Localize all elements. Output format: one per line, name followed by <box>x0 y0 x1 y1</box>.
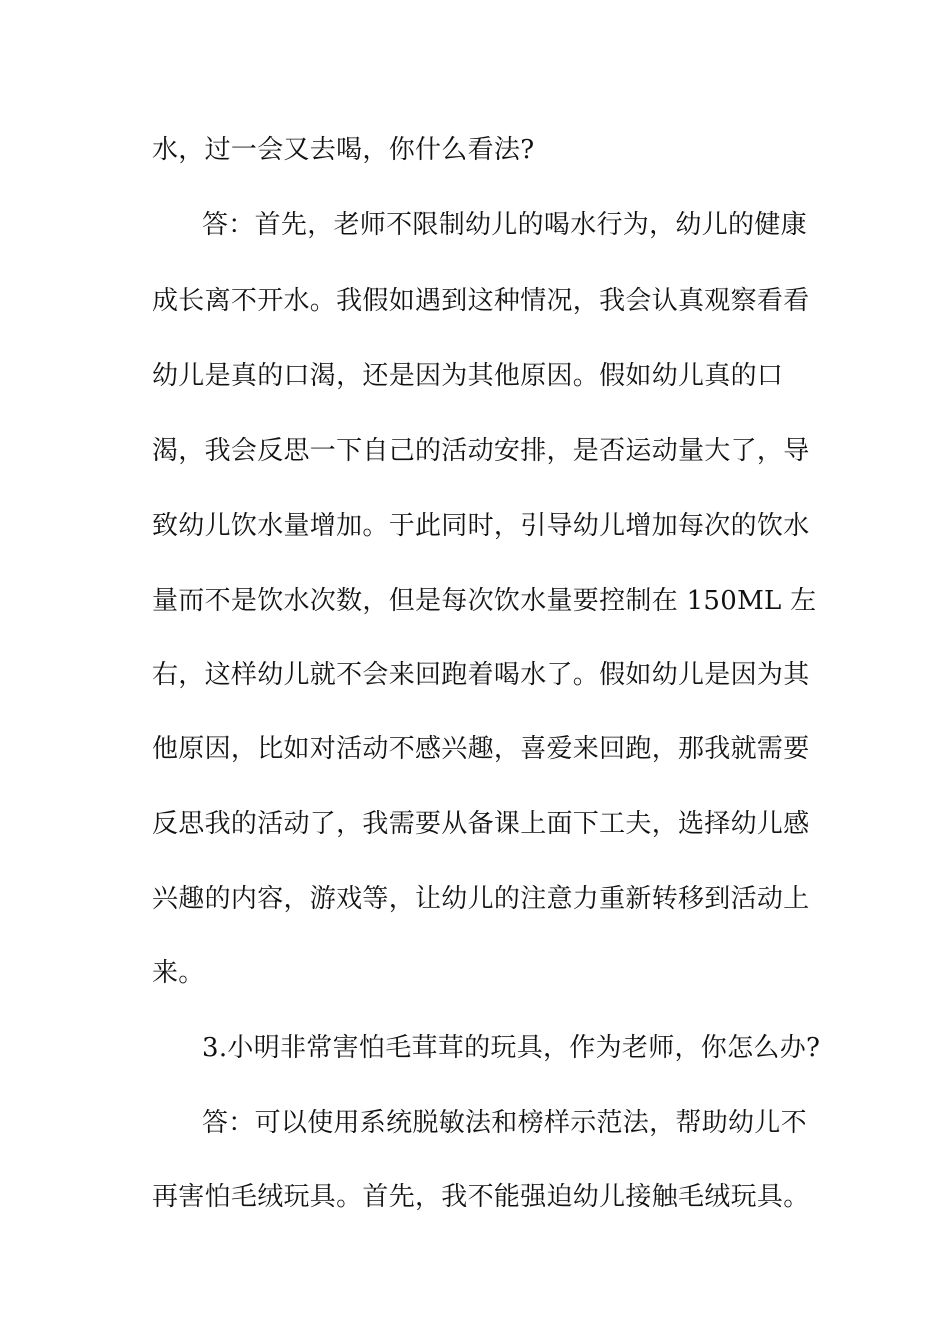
text-line: 答：首先，老师不限制幼儿的喝水行为，幼儿的健康 <box>202 210 807 240</box>
text-line: 右，这样幼儿就不会来回跑着喝水了。假如幼儿是因为其 <box>152 660 810 690</box>
text-line: 水，过一会又去喝，你什么看法? <box>152 135 535 165</box>
text-line: 成长离不开水。我假如遇到这种情况，我会认真观察看看 <box>152 286 810 316</box>
text-line: 他原因，比如对活动不感兴趣，喜爱来回跑，那我就需要 <box>152 734 810 764</box>
text-line: 反思我的活动了，我需要从备课上面下工夫，选择幼儿感 <box>152 809 810 839</box>
text-line: 再害怕毛绒玩具。首先，我不能强迫幼儿接触毛绒玩具。 <box>152 1182 810 1212</box>
text-line: 量而不是饮水次数，但是每次饮水量要控制在 150ML 左 <box>152 586 817 616</box>
text-line: 来。 <box>152 958 205 988</box>
text-line: 兴趣的内容，游戏等，让幼儿的注意力重新转移到活动上 <box>152 884 810 914</box>
text-line: 致幼儿饮水量增加。于此同时，引导幼儿增加每次的饮水 <box>152 511 810 541</box>
question-line: 3.小明非常害怕毛茸茸的玩具，作为老师，你怎么办? <box>202 1033 821 1063</box>
text-line: 渴，我会反思一下自己的活动安排，是否运动量大了，导 <box>152 436 810 466</box>
text-line: 答：可以使用系统脱敏法和榜样示范法，帮助幼儿不 <box>202 1108 807 1138</box>
text-line: 幼儿是真的口渴，还是因为其他原因。假如幼儿真的口 <box>152 361 784 391</box>
